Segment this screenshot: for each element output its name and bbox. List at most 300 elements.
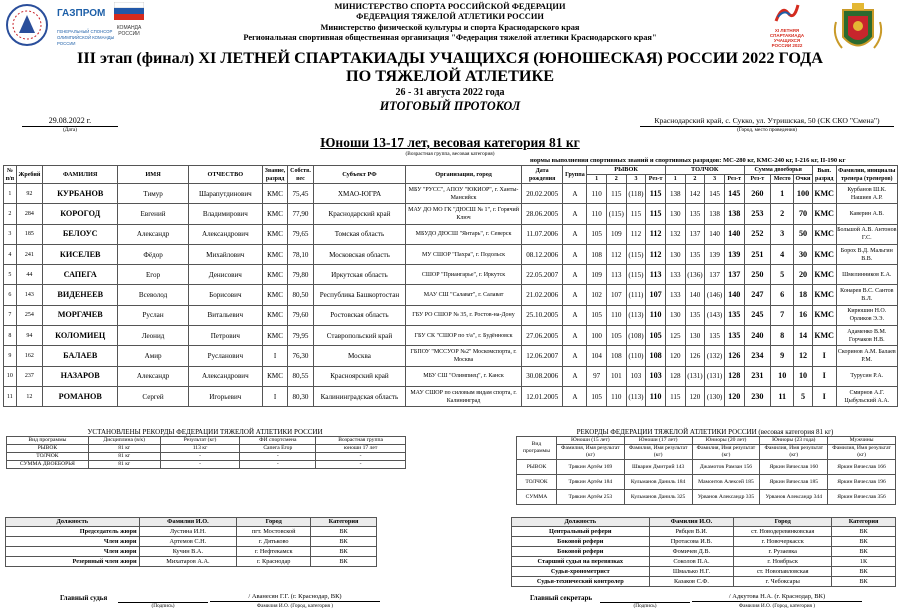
snatch-2: 105 bbox=[606, 326, 626, 346]
athlete-patronymic: Александрович bbox=[188, 366, 262, 386]
athlete-patronymic: Александрович bbox=[188, 224, 262, 244]
official-city: ст. Новодеревянковская bbox=[734, 527, 832, 537]
official-category: ВК bbox=[311, 537, 377, 547]
athlete-dob: 25.10.2005 bbox=[521, 305, 563, 325]
athlete-lot: 12 bbox=[16, 386, 42, 406]
record-cell: Шварин Дмитрий 143 bbox=[624, 460, 692, 475]
athlete-dob: 27.06.2005 bbox=[521, 326, 563, 346]
record-cell: Яркин Вячеслав 166 bbox=[828, 460, 896, 475]
table-row bbox=[4, 244, 898, 264]
athlete-coach: Скоринов А.М. Балаев Р.М. bbox=[836, 346, 897, 366]
athlete-group: А bbox=[563, 204, 587, 224]
athlete-patronymic: Денисович bbox=[188, 265, 262, 285]
official-name: Фомичев Д.В. bbox=[649, 547, 734, 557]
athlete-coach: Курбанов Ш.К. Нашиев А.Р. bbox=[836, 184, 897, 204]
athlete-name: Евгений bbox=[118, 204, 189, 224]
cj-3: (143) bbox=[705, 305, 725, 325]
athlete-points: 5 bbox=[794, 386, 813, 406]
total-result: 247 bbox=[744, 285, 771, 305]
athlete-region: Московская область bbox=[313, 244, 406, 264]
record-cell: - bbox=[240, 453, 316, 461]
athlete-org: МБУ "РУСС", АПОУ "ЮКИОР", г. Ханты-Мансийск bbox=[406, 184, 522, 204]
athlete-points: 30 bbox=[794, 244, 813, 264]
official-city: г. Рузаевка bbox=[734, 547, 832, 557]
record-cell: 81 кг bbox=[88, 453, 160, 461]
athlete-rank: КМС bbox=[262, 244, 287, 264]
athlete-num: 11 bbox=[4, 386, 17, 406]
official-row bbox=[512, 567, 896, 577]
athlete-surname: РОМАНОВ bbox=[43, 386, 118, 406]
record-row bbox=[517, 475, 896, 490]
cj-2: 120 bbox=[685, 386, 705, 406]
athlete-points: 70 bbox=[794, 204, 813, 224]
athlete-rank: КМС bbox=[262, 305, 287, 325]
athlete-points: 100 bbox=[794, 184, 813, 204]
athlete-coach: Шмелинников Е.А. bbox=[836, 265, 897, 285]
snatch-result: 108 bbox=[646, 346, 666, 366]
record-cell: ТОЛЧОК bbox=[7, 453, 89, 461]
official-role: Член жюри bbox=[6, 547, 140, 557]
official-category: ВК bbox=[832, 577, 896, 587]
athlete-rank: I bbox=[262, 346, 287, 366]
athlete-num: 4 bbox=[4, 244, 17, 264]
athlete-done-rank: КМС bbox=[812, 265, 836, 285]
athlete-name: Фёдор bbox=[118, 244, 189, 264]
snatch-2: 108 bbox=[606, 346, 626, 366]
record-cell: Яркин Вячеслав 160 bbox=[760, 460, 828, 475]
athlete-dob: 30.08.2006 bbox=[521, 366, 563, 386]
athlete-group: А bbox=[563, 326, 587, 346]
record-cell: - bbox=[316, 453, 406, 461]
snatch-3: (110) bbox=[626, 346, 646, 366]
record-cell: СУММА ДВОЕБОРЬЯ bbox=[7, 461, 89, 469]
athlete-dob: 12.01.2005 bbox=[521, 386, 563, 406]
rec-right-g2: Юниоры (20 лет) bbox=[692, 437, 760, 445]
athlete-done-rank: I bbox=[812, 346, 836, 366]
rec-right-vid: Вид программы bbox=[517, 437, 557, 460]
cj-2: 135 bbox=[685, 305, 705, 325]
col-rank: Звание, разряд bbox=[262, 166, 287, 184]
snatch-result: 103 bbox=[646, 366, 666, 386]
official-row bbox=[512, 557, 896, 567]
athlete-rank: КМС bbox=[262, 326, 287, 346]
athlete-name: Амир bbox=[118, 346, 189, 366]
athlete-lot: 185 bbox=[16, 224, 42, 244]
record-row bbox=[7, 445, 406, 453]
col-s2: 2 bbox=[606, 175, 626, 184]
athlete-org: МБУДО ДЮСШ "Янтарь", г. Северск bbox=[406, 224, 522, 244]
record-cell: Джамотов Рамзан 156 bbox=[692, 460, 760, 475]
official-role: Резервный член жюри bbox=[6, 557, 140, 567]
athlete-place: 2 bbox=[771, 204, 794, 224]
col-sr: Рез-т bbox=[646, 175, 666, 184]
athlete-name: Сергей bbox=[118, 386, 189, 406]
rec-right-g1: Юноши (17 лет) bbox=[624, 437, 692, 445]
col-c1: 1 bbox=[665, 175, 685, 184]
record-cell: Кульманов Даниль 325 bbox=[624, 490, 692, 505]
official-name: Михатаров А.А. bbox=[139, 557, 237, 567]
athlete-org: ГБПОУ "МССУОР №2" Москомспорта, г. Москва bbox=[406, 346, 522, 366]
records-right-title: РЕКОРДЫ ФЕДЕРАЦИИ ТЯЖЕЛОЙ АТЛЕТИКИ РОССИИ (весовая категория 81 кг) bbox=[576, 428, 834, 436]
snatch-1: 110 bbox=[587, 184, 607, 204]
chief-judge-sign-caption: (Подпись) bbox=[151, 603, 175, 609]
snatch-result: 110 bbox=[646, 305, 666, 325]
snatch-3: (118) bbox=[626, 184, 646, 204]
cj-2: 140 bbox=[685, 285, 705, 305]
athlete-region: Республика Башкортостан bbox=[313, 285, 406, 305]
official-city: г. Чебоксары bbox=[734, 577, 832, 587]
cj-1: 128 bbox=[665, 366, 685, 386]
athlete-place: 9 bbox=[771, 346, 794, 366]
athlete-done-rank: КМС bbox=[812, 326, 836, 346]
athlete-place: 1 bbox=[771, 184, 794, 204]
event-dates: 26 - 31 августа 2022 года bbox=[395, 87, 505, 98]
norms-text: нормы выполнения спортивных званий и спортивных разрядов: МС-280 кг, КМС-240 кг, I-216 кг, II-190 кг bbox=[530, 157, 846, 164]
chief-secretary-sign-caption: (Подпись) bbox=[633, 603, 657, 609]
athlete-lot: 94 bbox=[16, 326, 42, 346]
col-place: Место bbox=[771, 175, 794, 184]
total-result: 231 bbox=[744, 366, 771, 386]
athlete-place: 6 bbox=[771, 285, 794, 305]
athlete-group: А bbox=[563, 184, 587, 204]
athlete-place: 8 bbox=[771, 326, 794, 346]
athlete-name: Леонид bbox=[118, 326, 189, 346]
snatch-3: 115 bbox=[626, 204, 646, 224]
athlete-region: Ставропольский край bbox=[313, 326, 406, 346]
official-role: Боковой рефери bbox=[512, 547, 650, 557]
athlete-place: 11 bbox=[771, 386, 794, 406]
cj-3: 139 bbox=[705, 244, 725, 264]
athlete-coach: Смирнов А.Г. Цыбульский А.А. bbox=[836, 386, 897, 406]
athlete-org: МАУ СШ "Салават", г. Салават bbox=[406, 285, 522, 305]
col-s3: 3 bbox=[626, 175, 646, 184]
athlete-lot: 44 bbox=[16, 265, 42, 285]
athlete-done-rank: КМС bbox=[812, 244, 836, 264]
athlete-done-rank: КМС bbox=[812, 305, 836, 325]
athlete-name: Александр bbox=[118, 366, 189, 386]
col-name: ИМЯ bbox=[118, 166, 189, 184]
place-value: Краснодарский край, с. Сукко, ул. Утришская, 50 (СК СКО "Смена") bbox=[640, 116, 894, 127]
cj-result: 138 bbox=[724, 204, 744, 224]
cj-1: 115 bbox=[665, 386, 685, 406]
athlete-group: А bbox=[563, 366, 587, 386]
col-surname: ФАМИЛИЯ bbox=[43, 166, 118, 184]
snatch-2: 107 bbox=[606, 285, 626, 305]
table-row bbox=[4, 285, 898, 305]
snatch-3: 112 bbox=[626, 224, 646, 244]
date-value: 29.08.2022 г. bbox=[22, 116, 118, 127]
athlete-num: 5 bbox=[4, 265, 17, 285]
athlete-bodyweight: 80,30 bbox=[288, 386, 313, 406]
cj-1: 138 bbox=[665, 184, 685, 204]
rec-left-h3: ФИ спортсмена bbox=[240, 437, 316, 445]
chief-judge-fio-caption: Фамилия И.О. (Город, категория ) bbox=[256, 603, 334, 609]
cj-2: 135 bbox=[685, 204, 705, 224]
cj-2: 142 bbox=[685, 184, 705, 204]
snatch-1: 97 bbox=[587, 366, 607, 386]
athlete-coach: Турусин Р.А. bbox=[836, 366, 897, 386]
athlete-region: Томская область bbox=[313, 224, 406, 244]
snatch-1: 109 bbox=[587, 265, 607, 285]
header-line3: Министерство физической культуры и спорта Краснодарского края bbox=[320, 23, 580, 32]
record-cell: Яркин Вячеслав 356 bbox=[828, 490, 896, 505]
official-name: Артемов С.Н. bbox=[139, 537, 237, 547]
table-row bbox=[4, 224, 898, 244]
record-cell: - bbox=[160, 461, 240, 469]
official-city: г. Ноябрьск bbox=[734, 557, 832, 567]
group-title: Юноши 13-17 лет, весовая категория 81 кг bbox=[320, 135, 580, 150]
athlete-dob: 28.06.2005 bbox=[521, 204, 563, 224]
athlete-surname: КУРБАНОВ bbox=[43, 184, 118, 204]
off-left-h2: Город bbox=[237, 518, 311, 527]
col-dob: Дата рождения bbox=[521, 166, 563, 184]
rec-left-h4: Возрастная группа bbox=[316, 437, 406, 445]
cj-2: 135 bbox=[685, 244, 705, 264]
snatch-3: (111) bbox=[626, 285, 646, 305]
athlete-num: 1 bbox=[4, 184, 17, 204]
athlete-group: А bbox=[563, 265, 587, 285]
total-result: 240 bbox=[744, 326, 771, 346]
records-left-table bbox=[6, 436, 406, 469]
off-right-h1: Фамилия И.О. bbox=[649, 518, 734, 527]
snatch-1: 110 bbox=[587, 204, 607, 224]
athlete-org: МБУ СШ "Олимпиец", г. Канск bbox=[406, 366, 522, 386]
athlete-bodyweight: 76,30 bbox=[288, 346, 313, 366]
snatch-result: 105 bbox=[646, 326, 666, 346]
athlete-org: МАУ ДО МО ГК "ДЮСШ № 1", г. Горячий Ключ bbox=[406, 204, 522, 224]
athlete-num: 3 bbox=[4, 224, 17, 244]
athlete-bodyweight: 78,10 bbox=[288, 244, 313, 264]
col-total: Сумма двоеборья bbox=[744, 166, 812, 175]
total-result: 251 bbox=[744, 244, 771, 264]
official-row bbox=[6, 557, 377, 567]
team-text: КОМАНДА РОССИИ bbox=[116, 25, 142, 37]
col-weight: Собств. вес bbox=[288, 166, 313, 184]
chief-judge-label: Главный судья bbox=[60, 594, 108, 602]
cj-result: 139 bbox=[724, 244, 744, 264]
cj-3: (132) bbox=[705, 346, 725, 366]
record-row bbox=[517, 490, 896, 505]
snatch-2: 109 bbox=[606, 224, 626, 244]
record-cell: - bbox=[316, 461, 406, 469]
athlete-bodyweight: 79,60 bbox=[288, 305, 313, 325]
header-line1: МИНИСТЕРСТВО СПОРТА РОССИЙСКОЙ ФЕДЕРАЦИИ bbox=[334, 2, 566, 11]
athlete-name: Тимур bbox=[118, 184, 189, 204]
athlete-points: 14 bbox=[794, 326, 813, 346]
event-title: III этап (финал) XI ЛЕТНЕЙ СПАРТАКИАДЫ УЧАЩИХСЯ (ЮНОШЕСКАЯ) РОССИИ 2022 ГОДА bbox=[77, 49, 823, 67]
cj-2: (136) bbox=[685, 265, 705, 285]
athlete-coach: Каверин А.В. bbox=[836, 204, 897, 224]
cj-result: 128 bbox=[724, 366, 744, 386]
athlete-group: А bbox=[563, 386, 587, 406]
official-name: Протасова И.В. bbox=[649, 537, 734, 547]
athlete-points: 50 bbox=[794, 224, 813, 244]
athlete-org: МАУ СШОР по силовым видам спорта, г. Калининград bbox=[406, 386, 522, 406]
cj-3: 145 bbox=[705, 184, 725, 204]
official-row bbox=[6, 547, 377, 557]
gazprom-text: ГАЗПРОМ bbox=[57, 8, 106, 19]
snatch-1: 105 bbox=[587, 224, 607, 244]
athlete-bodyweight: 75,45 bbox=[288, 184, 313, 204]
rec-right-g0: Юноши (15 лет) bbox=[556, 437, 624, 445]
record-cell: юноши 17 лет bbox=[316, 445, 406, 453]
cj-2: (131) bbox=[685, 366, 705, 386]
record-cell: Кульманов Даниль 184 bbox=[624, 475, 692, 490]
record-cell: 81 кг bbox=[88, 445, 160, 453]
snatch-2: 115 bbox=[606, 184, 626, 204]
col-s1: 1 bbox=[587, 175, 607, 184]
off-left-h1: Фамилия И.О. bbox=[139, 518, 237, 527]
athlete-lot: 237 bbox=[16, 366, 42, 386]
record-row bbox=[7, 461, 406, 469]
off-right-h2: Город bbox=[734, 518, 832, 527]
athlete-place: 7 bbox=[771, 305, 794, 325]
table-row bbox=[4, 326, 898, 346]
rec-right-s4: Фамилия, Имя результат (кг) bbox=[828, 445, 896, 460]
cj-1: 133 bbox=[665, 265, 685, 285]
cj-1: 132 bbox=[665, 224, 685, 244]
col-org: Организация, город bbox=[406, 166, 522, 184]
athlete-points: 10 bbox=[794, 366, 813, 386]
snatch-3: (108) bbox=[626, 326, 646, 346]
athlete-name: Егор bbox=[118, 265, 189, 285]
cj-result: 120 bbox=[724, 386, 744, 406]
total-result: 250 bbox=[744, 265, 771, 285]
records-left-title: УСТАНОВЛЕНЫ РЕКОРДЫ ФЕДЕРАЦИИ ТЯЖЕЛОЙ АТЛЕТИКИ РОССИИ bbox=[87, 428, 323, 436]
official-role: Судья-хронометрист bbox=[512, 567, 650, 577]
header-line4: Региональная спортивная общественная организация "Федерация тяжелой атлетики Краснодарского края" bbox=[243, 33, 657, 42]
snatch-2: (115) bbox=[606, 204, 626, 224]
off-left-h0: Должность bbox=[6, 518, 140, 527]
official-category: 1К bbox=[832, 557, 896, 567]
record-cell: - bbox=[160, 453, 240, 461]
snatch-result: 115 bbox=[646, 184, 666, 204]
athlete-num: 6 bbox=[4, 285, 17, 305]
record-label: СУММА bbox=[517, 490, 557, 505]
record-cell: Сапега Егор bbox=[240, 445, 316, 453]
official-category: ВК bbox=[832, 537, 896, 547]
athlete-patronymic: Владимирович bbox=[188, 204, 262, 224]
cj-3: 137 bbox=[705, 265, 725, 285]
athlete-done-rank: I bbox=[812, 386, 836, 406]
record-cell: Трякин Артём 169 bbox=[556, 460, 624, 475]
cj-1: 130 bbox=[665, 204, 685, 224]
col-c3: 3 bbox=[705, 175, 725, 184]
officials-left-table bbox=[5, 517, 377, 567]
athlete-dob: 21.02.2006 bbox=[521, 285, 563, 305]
athlete-dob: 11.07.2006 bbox=[521, 224, 563, 244]
rec-right-s1: Фамилия, Имя результат (кг) bbox=[624, 445, 692, 460]
date-caption: (Дата) bbox=[62, 127, 78, 133]
total-result: 230 bbox=[744, 386, 771, 406]
athlete-num: 2 bbox=[4, 204, 17, 224]
record-cell: Мамонтов Алексей 185 bbox=[692, 475, 760, 490]
cj-1: 130 bbox=[665, 305, 685, 325]
table-row bbox=[4, 204, 898, 224]
snatch-result: 112 bbox=[646, 224, 666, 244]
athlete-done-rank: I bbox=[812, 366, 836, 386]
results-table bbox=[3, 165, 898, 407]
ministry-logo bbox=[5, 3, 49, 47]
official-name: Кучин В.А. bbox=[139, 547, 237, 557]
athlete-place: 10 bbox=[771, 366, 794, 386]
athlete-lot: 92 bbox=[16, 184, 42, 204]
cj-2: 126 bbox=[685, 346, 705, 366]
total-result: 234 bbox=[744, 346, 771, 366]
athlete-num: 9 bbox=[4, 346, 17, 366]
athlete-done-rank: КМС bbox=[812, 204, 836, 224]
athlete-surname: НАЗАРОВ bbox=[43, 366, 118, 386]
record-label: РЫВОК bbox=[517, 460, 557, 475]
athlete-org: ГБУ СК "СШОР по т/а", г. Будённовск bbox=[406, 326, 522, 346]
official-category: ВК bbox=[311, 547, 377, 557]
athlete-surname: МОРГАЧЕВ bbox=[43, 305, 118, 325]
record-cell: Урванов Александр 335 bbox=[692, 490, 760, 505]
athlete-surname: БЕЛОУС bbox=[43, 224, 118, 244]
table-row bbox=[4, 184, 898, 204]
cj-3: (131) bbox=[705, 366, 725, 386]
athlete-region: ХМАО-ЮГРА bbox=[313, 184, 406, 204]
record-cell: Трякин Артём 184 bbox=[556, 475, 624, 490]
official-role: Центральный рефери bbox=[512, 527, 650, 537]
cj-1: 130 bbox=[665, 244, 685, 264]
total-result: 253 bbox=[744, 204, 771, 224]
snatch-2: 110 bbox=[606, 305, 626, 325]
athlete-place: 5 bbox=[771, 265, 794, 285]
athlete-patronymic: Игорьевич bbox=[188, 386, 262, 406]
official-name: Казаков С.Ф. bbox=[649, 577, 734, 587]
cj-2: 137 bbox=[685, 224, 705, 244]
athlete-coach: Конарев В.С. Сантов В.Л. bbox=[836, 285, 897, 305]
rec-right-s3: Фамилия, Имя результат (кг) bbox=[760, 445, 828, 460]
records-right-table bbox=[516, 436, 896, 505]
record-cell: Яркин Вячеслав 196 bbox=[828, 475, 896, 490]
col-lot: Жребий bbox=[16, 166, 42, 184]
athlete-rank: I bbox=[262, 386, 287, 406]
total-result: 252 bbox=[744, 224, 771, 244]
snatch-2: 112 bbox=[606, 244, 626, 264]
snatch-2: 113 bbox=[606, 265, 626, 285]
athlete-region: Красноярский край bbox=[313, 366, 406, 386]
cj-3: 140 bbox=[705, 224, 725, 244]
athlete-place: 3 bbox=[771, 224, 794, 244]
group-caption: (Возрастная группа, весовая категория) bbox=[405, 151, 495, 157]
col-cj: ТОЛЧОК bbox=[665, 166, 744, 175]
rec-right-g3: Юниоры (23 года) bbox=[760, 437, 828, 445]
official-row bbox=[512, 527, 896, 537]
official-category: ВК bbox=[832, 547, 896, 557]
sparta-line3: УЧАЩИХСЯ bbox=[773, 38, 801, 43]
athlete-patronymic: Борисович bbox=[188, 285, 262, 305]
col-num: № п/п bbox=[4, 166, 17, 184]
athlete-points: 16 bbox=[794, 305, 813, 325]
athlete-lot: 284 bbox=[16, 204, 42, 224]
table-row bbox=[4, 366, 898, 386]
athlete-group: А bbox=[563, 224, 587, 244]
col-total-result: Рез-т bbox=[744, 175, 771, 184]
athlete-coach: Адаменко В.М. Горчаков Н.В. bbox=[836, 326, 897, 346]
official-role: Старший судья на перевязках bbox=[512, 557, 650, 567]
col-cr: Рез-т bbox=[724, 175, 744, 184]
total-result: 260 bbox=[744, 184, 771, 204]
cj-result: 140 bbox=[724, 224, 744, 244]
athlete-lot: 162 bbox=[16, 346, 42, 366]
total-result: 245 bbox=[744, 305, 771, 325]
athlete-points: 18 bbox=[794, 285, 813, 305]
athlete-lot: 254 bbox=[16, 305, 42, 325]
athlete-region: Ростовская область bbox=[313, 305, 406, 325]
official-city: г. Новочеркасск bbox=[734, 537, 832, 547]
